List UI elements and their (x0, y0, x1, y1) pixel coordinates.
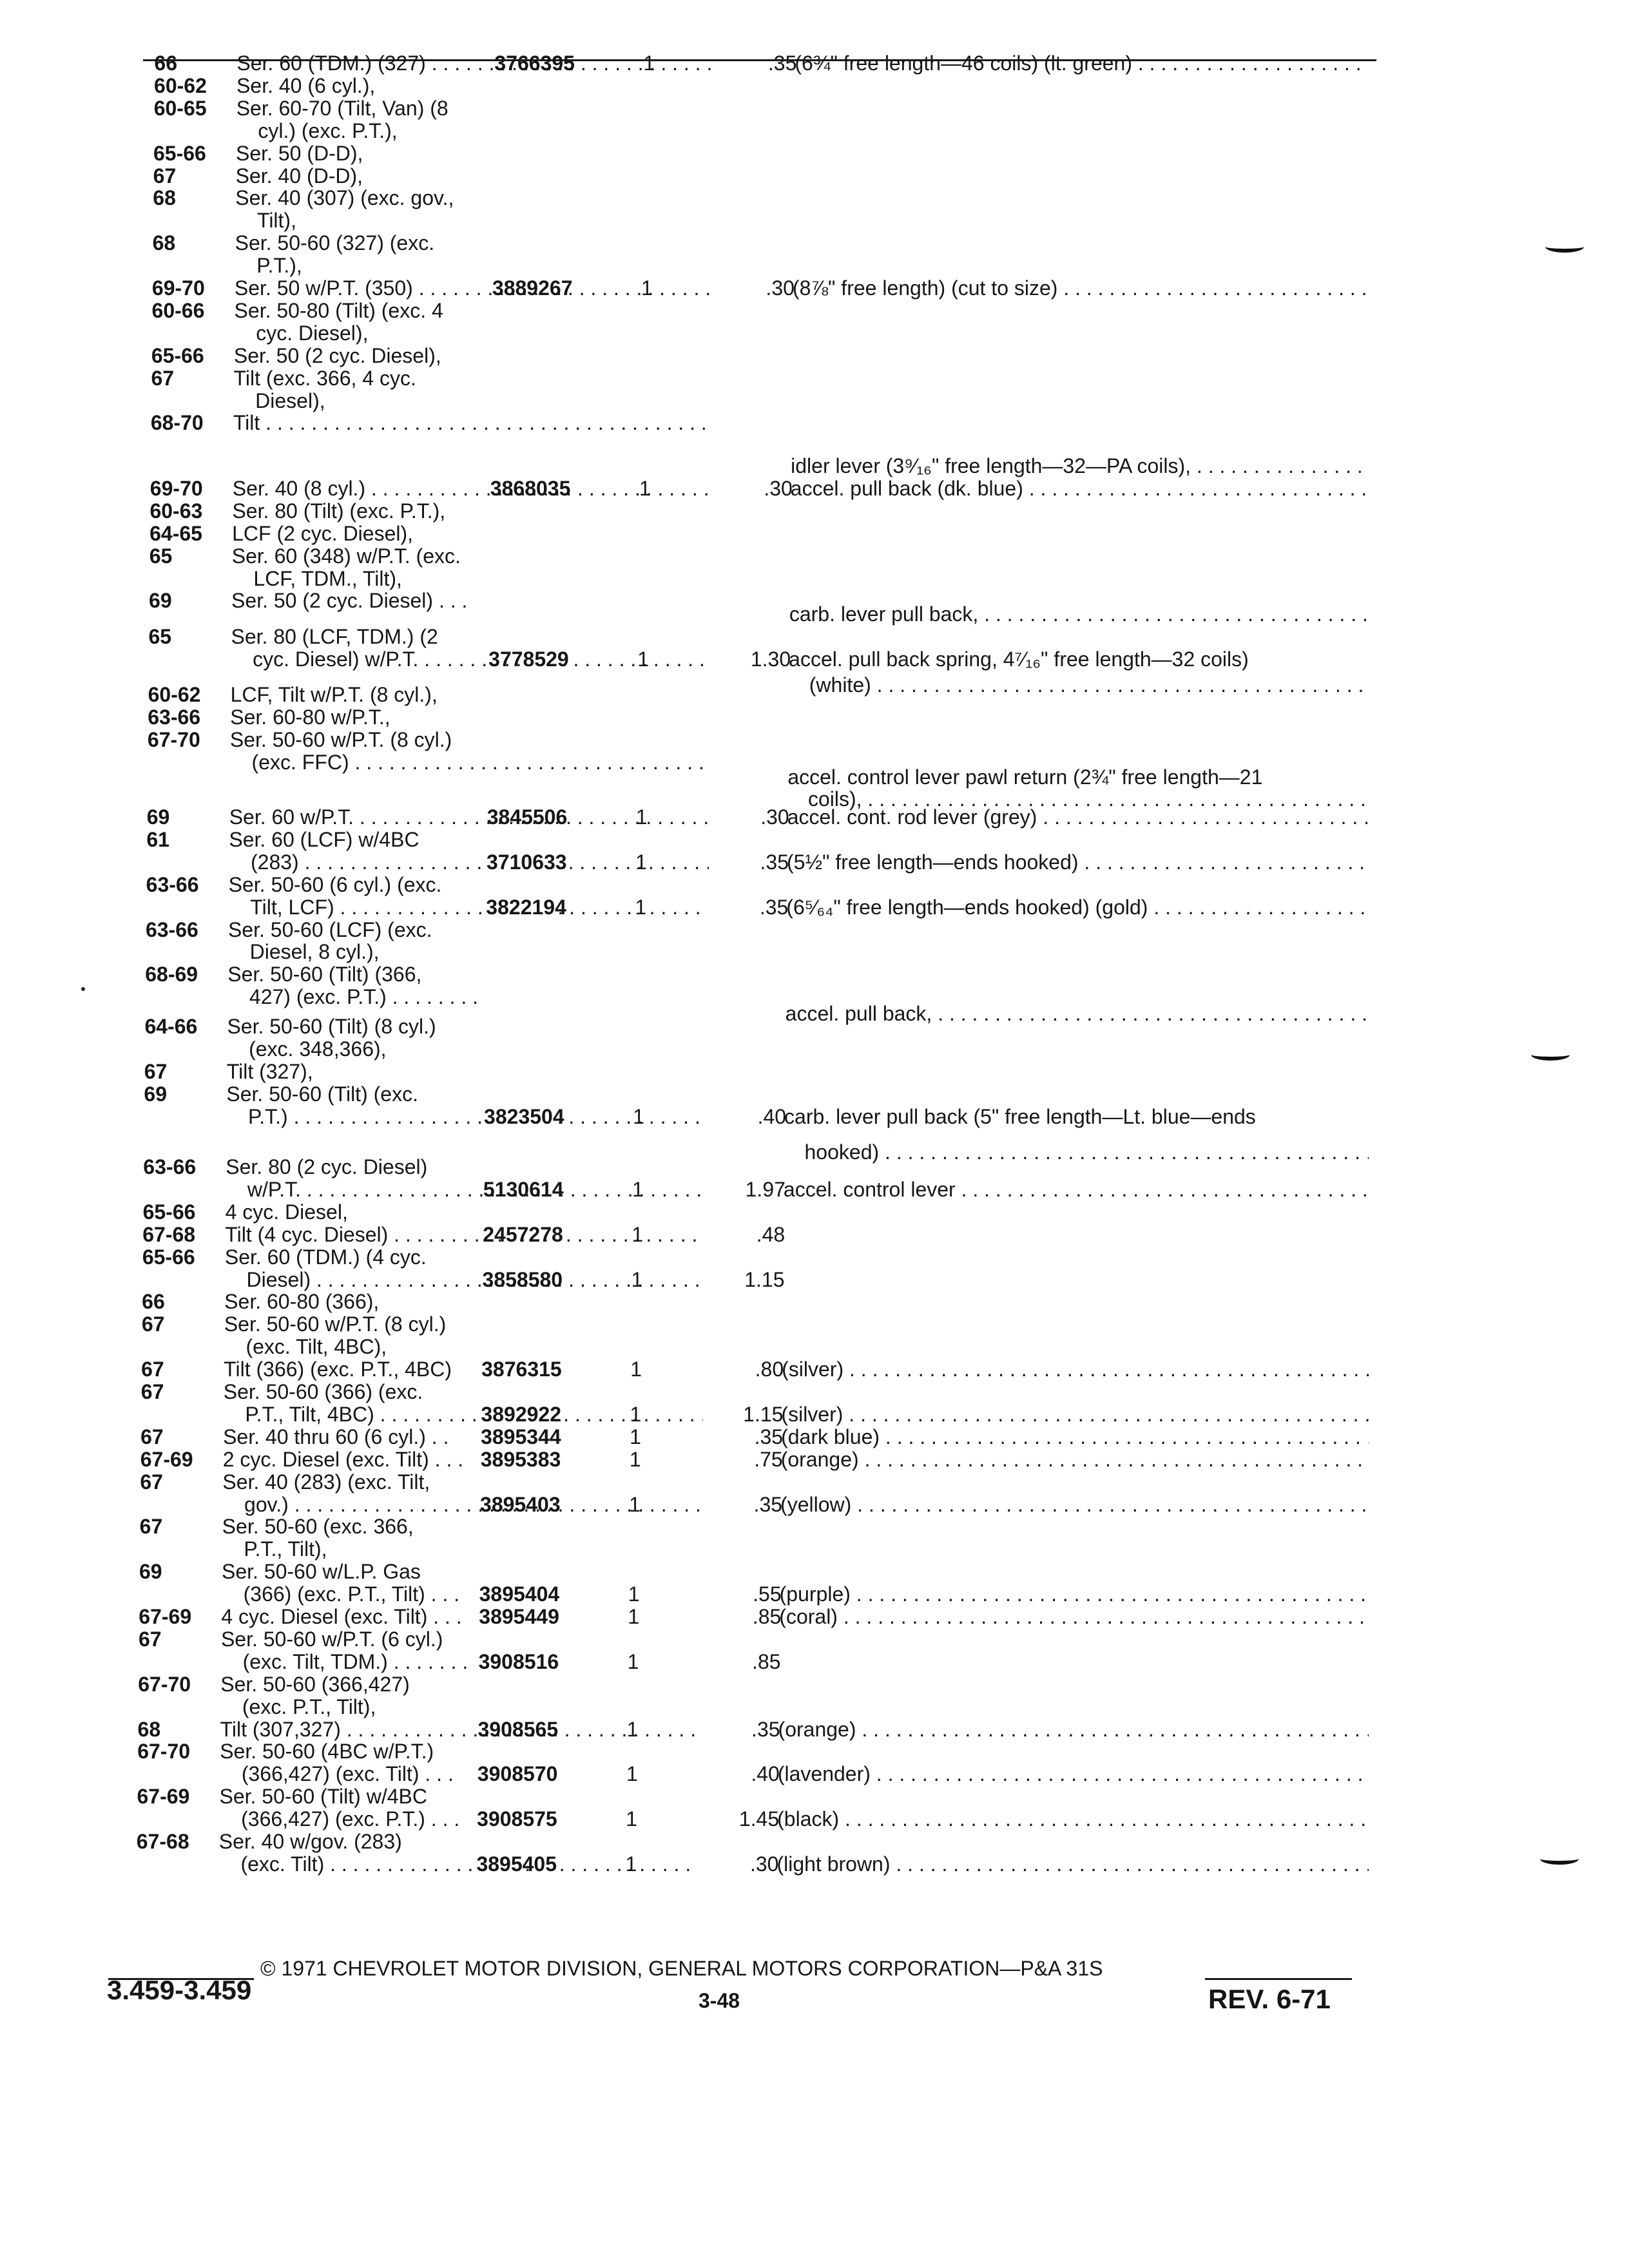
model-year: 65-66 (142, 1200, 196, 1224)
application-desc: Ser. 50 w/P.T. (350) . . . (235, 276, 715, 300)
application-desc: Tilt (4 cyc. Diesel) . . . (225, 1223, 705, 1246)
unit-price: .35 (751, 1717, 780, 1741)
remarks: (coral) . . . (779, 1605, 1369, 1628)
application-desc: Ser. 50-60 (Tilt) (exc. (226, 1082, 418, 1106)
model-year: 60-66 (151, 298, 205, 322)
application-desc: Ser. 60 (348) w/P.T. (exc. (231, 544, 461, 568)
application-desc: P.T., Tilt, 4BC) . . . (245, 1403, 703, 1426)
model-year: 60-62 (154, 73, 207, 97)
quantity: 1 (626, 1807, 638, 1831)
remarks: (silver) . . . (782, 1358, 1369, 1381)
application-desc: Diesel) . . . (247, 1268, 705, 1291)
application-desc: Ser. 50-80 (Tilt) (exc. 4 (234, 298, 443, 322)
remarks: accel. cont. rod lever (grey) . . . (787, 805, 1369, 829)
application-desc: Ser. 60-80 (366), (224, 1290, 380, 1314)
part-number: 3766395 (494, 52, 575, 75)
quantity: 1 (641, 276, 653, 300)
unit-price: .35 (759, 895, 789, 919)
application-desc: Ser. 50-60 w/P.T. (8 cyl.) (229, 727, 452, 751)
model-year: 68-70 (150, 411, 204, 435)
unit-price: .30 (749, 1852, 779, 1876)
remarks: carb. lever pull back, . . . (789, 602, 1369, 626)
quantity: 1 (626, 1717, 639, 1741)
model-year: 67 (140, 1425, 164, 1448)
model-year: 67 (144, 1059, 168, 1083)
model-year: 68 (153, 186, 176, 210)
part-number: 3868035 (490, 476, 571, 500)
application-desc: Ser. 50-60 (exc. 366, (222, 1515, 414, 1539)
part-number: 5130614 (483, 1177, 564, 1201)
remarks: (light brown) . . . (776, 1852, 1369, 1876)
unit-price: .40 (751, 1762, 780, 1786)
unit-price: .30 (764, 476, 793, 500)
application-desc: Ser. 50-60 (Tilt) (366, (227, 963, 422, 986)
model-year: 67-69 (137, 1785, 190, 1809)
section-number: 3.459-3.459 (107, 1975, 252, 2005)
remarks: coils), . . . (808, 787, 1369, 811)
part-number: 2457278 (483, 1222, 563, 1246)
model-year: 65-66 (151, 343, 204, 367)
model-year: 65-66 (153, 141, 206, 165)
model-year: 67-69 (139, 1605, 192, 1628)
model-year: 67-70 (137, 1740, 191, 1763)
model-year: 67 (140, 1380, 164, 1403)
remarks: (yellow) . . . (780, 1493, 1369, 1516)
model-year: 68 (152, 231, 176, 255)
quantity: 1 (639, 476, 651, 500)
application-desc: (283) . . . (251, 850, 709, 874)
application-desc: (exc. P.T., Tilt), (242, 1695, 376, 1718)
quantity: 1 (635, 850, 647, 874)
application-desc: Ser. 80 (2 cyc. Diesel) (226, 1155, 428, 1178)
application-desc: w/P.T. . . . (247, 1178, 706, 1201)
remarks: (5½" free length—ends hooked) . . . (787, 850, 1369, 874)
unit-price: .80 (755, 1358, 784, 1381)
application-desc: Ser. 60 (LCF) w/4BC (229, 827, 419, 851)
model-year: 69 (144, 1082, 167, 1106)
application-desc: Ser. 40 (307) (exc. gov., (235, 186, 454, 210)
application-desc: Ser. 40 thru 60 (6 cyl.) . . (223, 1425, 449, 1448)
application-desc: Tilt, LCF) . . . (250, 896, 708, 919)
model-year: 65 (149, 544, 173, 568)
application-desc: Ser. 50-60 w/L.P. Gas (221, 1560, 421, 1584)
application-desc: Ser. 80 (Tilt) (exc. P.T.), (232, 499, 446, 523)
part-number: 3858580 (482, 1267, 563, 1291)
quantity: 1 (631, 1267, 643, 1291)
application-desc: LCF (2 cyc. Diesel), (232, 521, 414, 545)
unit-price: .35 (753, 1492, 783, 1516)
revision-label: REV. 6-71 (1208, 1984, 1331, 2014)
model-year: 67-70 (138, 1672, 191, 1696)
application-desc: Diesel), (255, 389, 325, 412)
model-year: 66 (142, 1290, 165, 1314)
application-desc: Ser. 50-60 (366) (exc. (223, 1380, 423, 1403)
application-desc: Tilt), (256, 209, 296, 233)
application-desc: P.T.), (256, 254, 302, 278)
remarks: (orange) . . . (778, 1718, 1369, 1741)
application-desc: Ser. 50-60 w/P.T. (8 cyl.) (224, 1312, 447, 1336)
ink-speck (81, 987, 85, 991)
application-desc: Ser. 60 (TDM.) (4 cyc. (224, 1245, 427, 1269)
page-number: 3-48 (699, 1989, 740, 2012)
unit-price: .48 (756, 1222, 786, 1246)
part-number: 3908570 (477, 1762, 558, 1786)
unit-price: .35 (767, 52, 797, 75)
application-desc: 4 cyc. Diesel (exc. Tilt) . . . (221, 1605, 462, 1628)
remarks: idler lever (3⁹⁄₁₆" free length—32—PA coils), . . . (791, 454, 1369, 477)
model-year: 67-68 (136, 1830, 189, 1853)
application-desc: Ser. 50-60 w/P.T. (6 cyl.) (220, 1627, 443, 1651)
application-desc: (366) (exc. P.T., Tilt) . . . (243, 1582, 460, 1606)
remarks: hooked) . . . (805, 1140, 1369, 1164)
application-desc: Ser. 50-60 (6 cyl.) (exc. (228, 872, 442, 896)
remarks: (lavender) . . . (778, 1762, 1369, 1785)
quantity: 1 (630, 1425, 641, 1448)
application-desc: Ser. 50 (2 cyc. Diesel) . . . (231, 589, 468, 613)
unit-price: 1.97 (745, 1177, 786, 1201)
part-number: 3710633 (487, 850, 567, 874)
application-desc: 4 cyc. Diesel, (225, 1200, 348, 1224)
quantity: 1 (635, 895, 647, 919)
application-desc: LCF, Tilt w/P.T. (8 cyl.), (230, 683, 438, 706)
application-desc: Ser. 60-70 (Tilt, Van) (8 (236, 96, 448, 120)
application-desc: Ser. 50 (D-D), (236, 141, 363, 165)
application-desc: Ser. 50-60 (Tilt) (8 cyl.) (227, 1015, 436, 1038)
remarks: (black) . . . (777, 1807, 1369, 1831)
model-year: 63-66 (146, 872, 199, 896)
part-number: 3908516 (478, 1649, 559, 1673)
binding-mark (1545, 241, 1584, 253)
part-number: 3778529 (488, 647, 569, 671)
quantity: 1 (637, 647, 650, 671)
application-desc: (exc. 348,366), (249, 1037, 387, 1061)
application-desc: Ser. 40 (283) (exc. Tilt, (222, 1470, 430, 1494)
part-number: 3892922 (481, 1402, 561, 1426)
binding-mark (1540, 1853, 1579, 1865)
model-year: 60-65 (153, 96, 207, 120)
application-desc: Ser. 40 (8 cyl.) . . . (233, 477, 713, 500)
part-number: 3822194 (486, 895, 566, 919)
model-year: 67 (141, 1358, 164, 1381)
model-year: 60-63 (149, 499, 203, 523)
application-desc: Ser. 50-60 (366,427) (220, 1672, 410, 1696)
application-desc: LCF, TDM., Tilt), (253, 566, 402, 590)
part-number: 3895405 (476, 1852, 557, 1876)
application-desc: P.T.) . . . (248, 1105, 706, 1128)
copyright-line: © 1971 CHEVROLET MOTOR DIVISION, GENERAL MOTORS CORPORATION—P&A 31S (260, 1957, 1103, 1980)
model-year: 67 (140, 1470, 163, 1494)
model-year: 67-68 (142, 1222, 196, 1246)
remarks: accel. pull back spring, 4⁷⁄₁₆" free length—32 coils) (789, 647, 1249, 671)
quantity: 1 (628, 1605, 640, 1628)
unit-price: .55 (753, 1582, 782, 1606)
remarks: accel. control lever pawl return (2¾" free length—21 (787, 765, 1263, 789)
application-desc: Ser. 40 (D-D), (235, 164, 363, 187)
remarks: accel. control lever . . . (784, 1178, 1369, 1201)
model-year: 67 (153, 164, 177, 187)
unit-price: .85 (752, 1649, 781, 1673)
model-year: 64-65 (149, 521, 202, 545)
application-desc: (exc. Tilt, TDM.) . . . . . . . (242, 1649, 468, 1673)
model-year: 67 (138, 1627, 162, 1651)
unit-price: 1.45 (738, 1807, 780, 1831)
model-year: 60-62 (148, 683, 201, 706)
part-number: 3895403 (480, 1492, 561, 1516)
application-desc: Ser. 50-60 (4BC w/P.T.) (220, 1740, 434, 1763)
unit-price: 1.15 (744, 1267, 785, 1291)
model-year: 67 (141, 1312, 165, 1336)
model-year: 63-66 (148, 705, 201, 729)
model-year: 66 (154, 52, 177, 75)
application-desc: Ser. 50-60 (327) (exc. (235, 231, 435, 255)
application-desc: (exc. FFC) . . . (252, 751, 710, 774)
application-desc: Tilt (366) (exc. P.T., 4BC) (224, 1358, 452, 1381)
binding-mark (1531, 1049, 1570, 1061)
part-number: 3895344 (481, 1425, 561, 1448)
model-year: 64-66 (144, 1015, 198, 1038)
application-desc: (366,427) (exc. Tilt) . . . (241, 1762, 454, 1786)
model-year: 63-66 (145, 918, 198, 941)
application-desc: Ser. 50-60 (LCF) (exc. (227, 918, 432, 941)
unit-price: .30 (760, 805, 789, 829)
quantity: 1 (635, 805, 648, 829)
application-desc: gov.) . . . (244, 1493, 702, 1516)
unit-price: .35 (760, 850, 789, 874)
model-year: 65 (148, 624, 172, 648)
application-desc: Ser. 60 w/P.T. . . . (229, 805, 709, 829)
part-number: 3889267 (492, 276, 573, 300)
unit-price: .30 (766, 276, 795, 300)
application-desc: Ser. 50-60 (Tilt) w/4BC (219, 1785, 427, 1809)
footer-rule-right (1205, 1978, 1352, 1980)
quantity: 1 (627, 1649, 639, 1673)
model-year: 68-69 (145, 963, 198, 986)
application-desc: (exc. Tilt) . . . (240, 1852, 699, 1876)
application-desc: Ser. 40 (6 cyl.), (236, 73, 376, 97)
model-year: 67-69 (140, 1447, 193, 1471)
part-number: 3895383 (480, 1447, 561, 1471)
unit-price: .40 (757, 1104, 787, 1128)
application-desc: Tilt (307,327) . . . (220, 1718, 700, 1741)
unit-price: .35 (754, 1425, 784, 1448)
remarks: (8⅞" free length) (cut to size) . . . (793, 276, 1369, 300)
model-year: 67-70 (147, 727, 200, 751)
model-year: 69-70 (149, 476, 203, 500)
application-desc: Tilt . . . (233, 411, 713, 434)
application-desc: Tilt (exc. 366, 4 cyc. (233, 366, 416, 390)
application-desc: cyc. Diesel) w/P.T. . . . (253, 648, 711, 671)
remarks: (silver) . . . (781, 1403, 1369, 1426)
part-number: 3823504 (484, 1104, 564, 1128)
remarks: (6¾" free length—46 coils) (lt. green) . . . (795, 52, 1369, 75)
remarks: accel. pull back (dk. blue) . . . (791, 477, 1369, 500)
unit-price: .85 (752, 1605, 782, 1628)
remarks: (white) . . . (809, 673, 1369, 697)
part-number: 3876315 (481, 1358, 562, 1381)
unit-price: 1.15 (743, 1402, 784, 1426)
unit-price: 1.30 (750, 647, 791, 671)
part-number: 3845506 (487, 805, 568, 829)
application-desc: Ser. 80 (LCF, TDM.) (2 (231, 624, 438, 648)
unit-price: .75 (754, 1447, 783, 1471)
quantity: 1 (625, 1852, 637, 1876)
remarks: carb. lever pull back (5" free length—Lt. blue—ends (784, 1104, 1256, 1128)
application-desc: Ser. 50 (2 cyc. Diesel), (233, 343, 441, 367)
application-desc: 427) (exc. P.T.) . . . . . . . . (249, 985, 478, 1009)
application-desc: Tilt (327), (226, 1059, 313, 1083)
application-desc: Ser. 60-80 w/P.T., (230, 705, 390, 729)
remarks: (6⁵⁄₆₄" free length—ends hooked) (gold) . . . (786, 896, 1369, 919)
application-desc: (366,427) (exc. P.T.) . . . (241, 1807, 460, 1831)
application-desc: 2 cyc. Diesel (exc. Tilt) . . . (222, 1447, 464, 1471)
application-desc: cyc. Diesel), (256, 321, 369, 345)
model-year: 65-66 (142, 1245, 195, 1269)
application-desc: (exc. Tilt, 4BC), (246, 1335, 387, 1359)
quantity: 1 (633, 1104, 644, 1128)
model-year: 63-66 (143, 1155, 197, 1178)
part-number: 3908565 (477, 1717, 559, 1741)
quantity: 1 (631, 1222, 644, 1246)
part-number: 3895449 (479, 1605, 559, 1628)
remarks: (dark blue) . . . (781, 1425, 1369, 1448)
application-desc: P.T., Tilt), (244, 1537, 327, 1561)
quantity: 1 (629, 1447, 641, 1471)
model-year: 61 (146, 827, 169, 851)
part-number: 3895404 (479, 1582, 560, 1606)
remarks: (orange) . . . (781, 1448, 1369, 1471)
application-desc: Ser. 40 w/gov. (283) (218, 1830, 402, 1853)
model-year: 69-70 (151, 276, 205, 300)
quantity: 1 (628, 1582, 640, 1606)
remarks: (purple) . . . (780, 1582, 1369, 1606)
application-desc: Diesel, 8 cyl.), (249, 940, 380, 964)
model-year: 69 (139, 1560, 162, 1584)
model-year: 69 (146, 805, 170, 829)
quantity: 1 (626, 1762, 638, 1786)
part-number: 3908575 (477, 1807, 557, 1831)
model-year: 68 (137, 1717, 161, 1741)
application-desc: Ser. 60 (TDM.) (327) . . . (236, 52, 717, 75)
model-year: 67 (151, 366, 175, 390)
quantity: 1 (632, 1177, 644, 1201)
quantity: 1 (629, 1492, 641, 1516)
application-desc: cyl.) (exc. P.T.), (258, 119, 398, 142)
quantity: 1 (630, 1402, 642, 1426)
quantity: 1 (630, 1358, 642, 1381)
quantity: 1 (643, 52, 655, 75)
model-year: 67 (139, 1515, 163, 1539)
model-year: 69 (149, 589, 172, 613)
remarks: accel. pull back, . . . (786, 1002, 1369, 1025)
